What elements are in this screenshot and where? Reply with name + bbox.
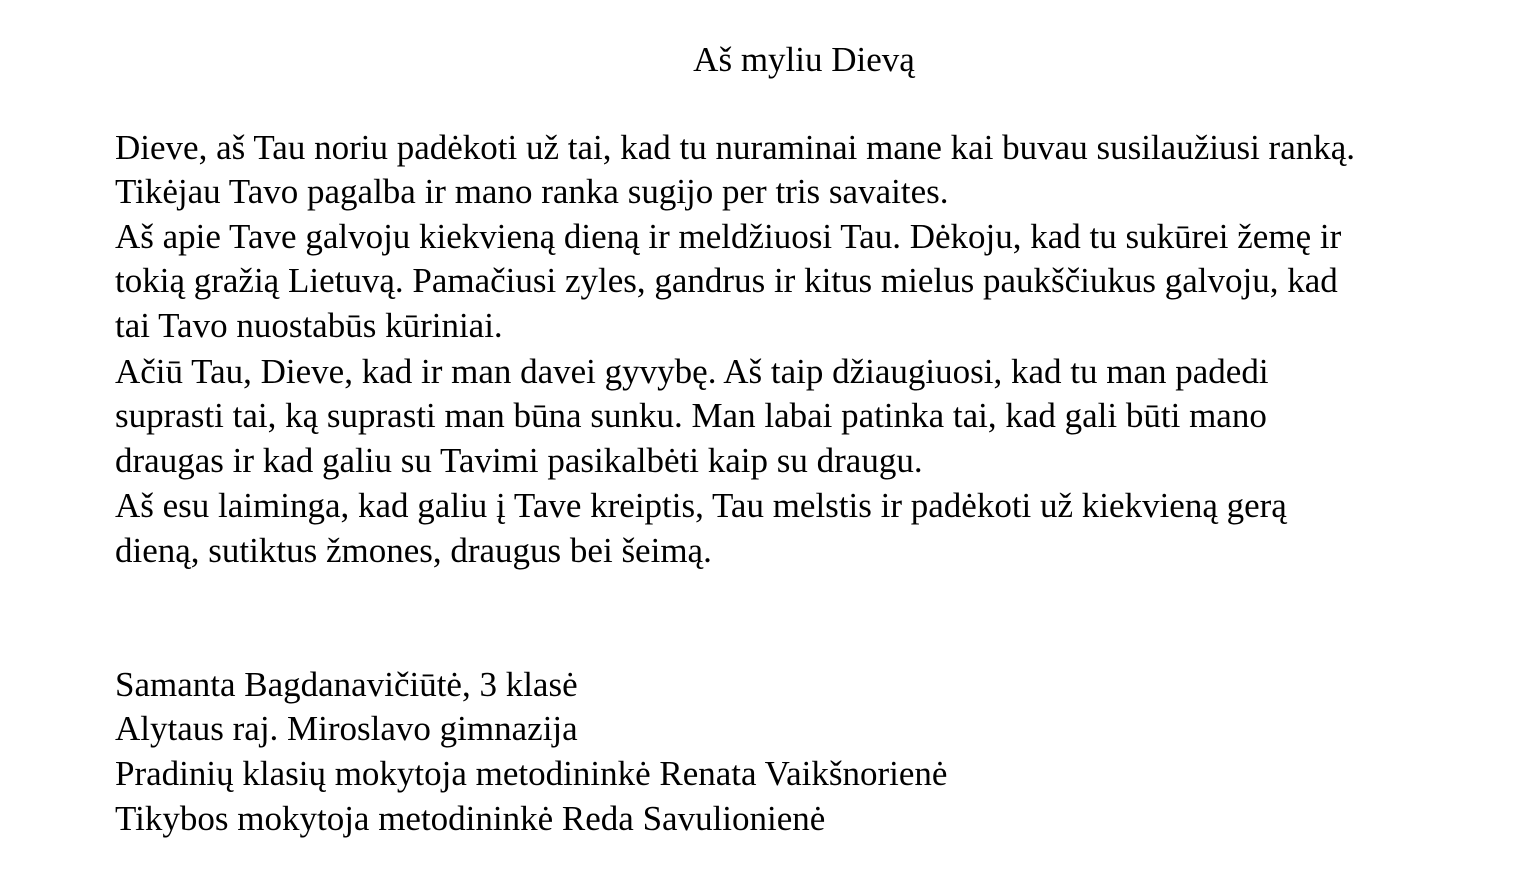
signature-line: Samanta Bagdanavičiūtė, 3 klasė [115,665,578,704]
body-line: tokią gražią Lietuvą. Pamačiusi zyles, gandrus ir kitus mielus paukščiukus galvoju, kad [115,261,1338,300]
body-line: tai Tavo nuostabūs kūriniai. [115,306,503,345]
body-line: dieną, sutiktus žmones, draugus bei šeimą. [115,531,712,570]
body-line: Aš apie Tave galvoju kiekvieną dieną ir meldžiuosi Tau. Dėkoju, kad tu sukūrei žemę ir [115,217,1342,256]
body-line: draugas ir kad galiu su Tavimi pasikalbėti kaip su draugu. [115,441,923,480]
signature-line: Alytaus raj. Miroslavo gimnazija [115,709,578,748]
body-line: Dieve, aš Tau noriu padėkoti už tai, kad tu nuraminai mane kai buvau susilaužiusi ranką. [115,128,1356,167]
signature-line: Pradinių klasių mokytoja metodininkė Renata Vaikšnorienė [115,754,948,793]
body-line: Aš esu laiminga, kad galiu į Tave kreiptis, Tau melstis ir padėkoti už kiekvieną gerą [115,486,1287,525]
body-line: suprasti tai, ką suprasti man būna sunku. Man labai patinka tai, kad gali būti mano [115,396,1267,435]
body-line: Ačiū Tau, Dieve, kad ir man davei gyvybę. Aš taip džiaugiuosi, kad tu man padedi [115,352,1269,391]
signature-line: Tikybos mokytoja metodininkė Reda Savulionienė [115,799,826,838]
document-title: Aš myliu Dievą [693,40,915,79]
body-line: Tikėjau Tavo pagalba ir mano ranka sugijo per tris savaites. [115,172,949,211]
